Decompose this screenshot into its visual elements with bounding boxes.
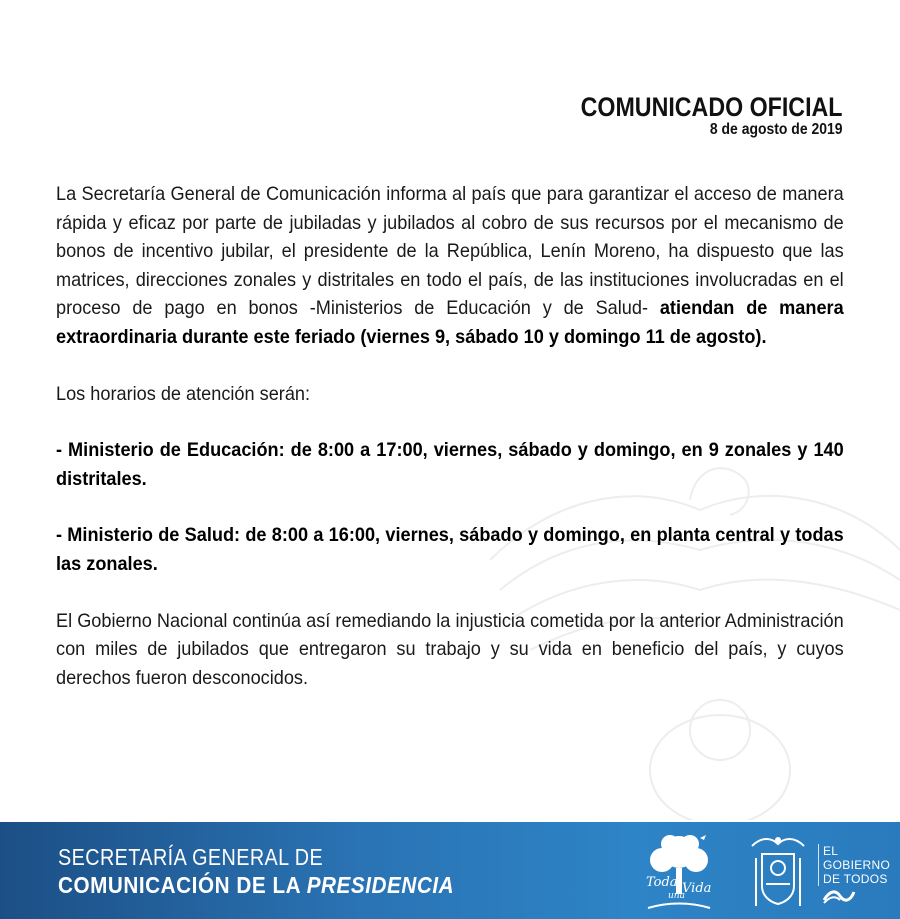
footer-org-line2 [58, 872, 454, 899]
paragraph-intro-bold: atiendan de manera extraordinaria durante este feriado (viernes 9, sábado 10 y domingo 11 de agosto). [56, 297, 844, 348]
paragraph-intro [56, 180, 844, 352]
paragraph-schedule-heading: Los horarios de atención serán: [56, 382, 311, 405]
footer-org-line1: SECRETARÍA GENERAL DE [58, 844, 324, 870]
tree-logo-icon [638, 830, 720, 914]
paragraph-education-schedule [56, 436, 844, 493]
communique-date: 8 de agosto de 2019 [709, 121, 842, 138]
footer-org-line2-b: PRESIDENCIA [306, 872, 455, 898]
footer-band [0, 822, 900, 919]
tree-logo-text-2: una [668, 891, 685, 901]
paragraph-health-schedule [56, 521, 844, 578]
paragraph-closing: El Gobierno Nacional continúa así remediando la injusticia cometida por la anterior Administración con miles de jubilados que entregaron su trabajo y su vida en beneficio del país, y cuyos derechos fueron desconocidos. [56, 609, 844, 689]
communique-header [538, 92, 842, 139]
wave-logo-icon [822, 888, 856, 904]
education-schedule-text: - Ministerio de Educación: de 8:00 a 17:00, viernes, sábado y domingo, en 9 zonales y 140 distritales. [56, 439, 844, 490]
footer-org-line2-a: COMUNICACIÓN DE LA [58, 872, 307, 898]
communique-body [56, 180, 844, 692]
health-schedule-text: - Ministerio de Salud: de 8:00 a 16:00, viernes, sábado y domingo, en planta central y todas las zonales. [56, 524, 844, 575]
tree-logo-text-3: Vida [682, 881, 712, 896]
tree-logo-text-1: Toda [646, 875, 678, 890]
ecuador-shield-icon [748, 828, 808, 914]
communique-title: COMUNICADO OFICIAL [580, 92, 842, 122]
gobierno-line3: DE TODOS [823, 872, 888, 886]
gobierno-line1: EL [823, 844, 839, 858]
gobierno-logo-text [818, 844, 890, 886]
gobierno-line2: GOBIERNO [823, 858, 891, 872]
paragraph-intro-text: La Secretaría General de Comunicación informa al país que para garantizar el acceso de manera rápida y eficaz por parte de jubiladas y jubilados al cobro de sus recursos por el mecanismo de bonos de incentivo jubilar, el presidente de la República, Lenín Moreno, ha dispuesto que las matrices, direcciones zonales y distritales en todo el país, de las instituciones involucradas en el proceso de pago en bonos -Ministerios de Educación y de Salud- [56, 183, 844, 320]
